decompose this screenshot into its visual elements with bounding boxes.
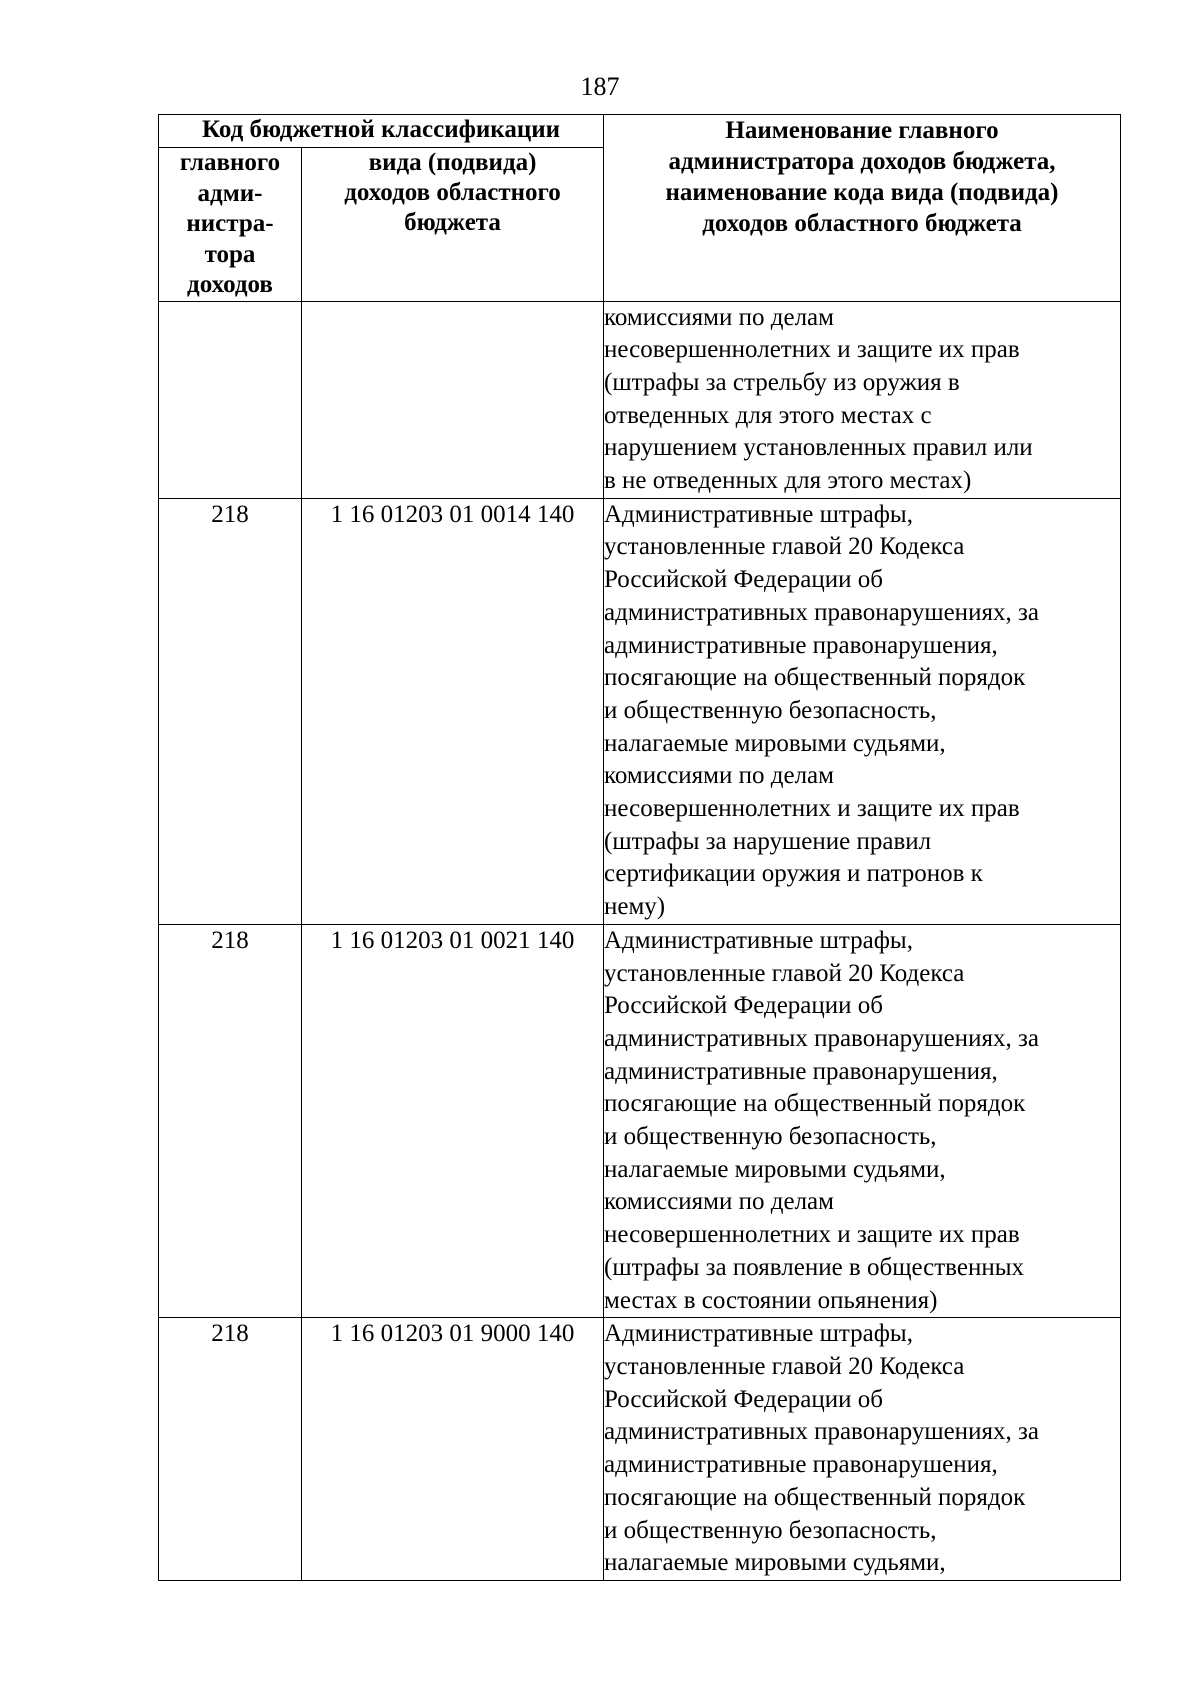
description-line: административных правонарушениях, за <box>604 1024 1039 1052</box>
admin-code-cell <box>159 301 302 498</box>
revenue-code-cell: 1 16 01203 01 0014 140 <box>302 498 604 924</box>
description-line: установленные главой 20 Кодекса <box>604 959 965 987</box>
description-line: налагаемые мировыми судьями, <box>604 1155 946 1183</box>
header-name-line: Наименование главного <box>725 117 999 144</box>
header-name-column <box>604 115 1121 302</box>
description-line: несовершеннолетних и защите их прав <box>604 336 1020 364</box>
header-budget-code-group: Код бюджетной классификации <box>159 115 604 148</box>
description-line: посягающие на общественный порядок <box>604 1090 1026 1118</box>
header-name-line: администратора доходов бюджета, <box>668 148 1056 175</box>
header-kind-line: вида (подвида) <box>368 149 537 176</box>
table-row <box>159 498 1121 924</box>
header-admin-line: доходов <box>187 271 273 298</box>
description-line: местах в состоянии опьянения) <box>604 1286 938 1314</box>
table-body <box>159 301 1121 1580</box>
description-line: установленные главой 20 Кодекса <box>604 533 965 561</box>
header-name-line: доходов областного бюджета <box>702 210 1022 237</box>
header-admin-line: адми- <box>197 179 263 207</box>
admin-code-cell: 218 <box>159 924 302 1317</box>
description-line: (штрафы за стрельбу из оружия в <box>604 368 960 396</box>
revenue-code-cell <box>302 301 604 498</box>
description-line: Российской Федерации об <box>604 992 883 1020</box>
table-row <box>159 924 1121 1317</box>
description-line: посягающие на общественный порядок <box>604 1483 1026 1511</box>
header-kind-column <box>302 148 604 302</box>
header-name-line: наименование кода вида (подвида) <box>665 179 1059 206</box>
table-header <box>159 115 1121 302</box>
budget-classification-table <box>158 114 1121 1581</box>
header-admin-line: тора <box>204 240 256 268</box>
page-number: 187 <box>580 72 620 101</box>
description-line: комиссиями по делам <box>604 1188 834 1216</box>
description-line: Российской Федерации об <box>604 1385 883 1413</box>
header-kind-line: доходов областного <box>344 179 561 206</box>
description-line: и общественную безопасность, <box>604 1123 937 1151</box>
header-admin-line: нистра- <box>186 210 274 237</box>
description-line: Административные штрафы, <box>604 1320 913 1348</box>
description-line: отведенных для этого местах с <box>604 401 932 429</box>
description-line: Административные штрафы, <box>604 500 913 528</box>
description-line: комиссиями по делам <box>604 762 834 790</box>
admin-code-cell: 218 <box>159 1318 302 1581</box>
description-line: посягающие на общественный порядок <box>604 664 1026 692</box>
description-line: налагаемые мировыми судьями, <box>604 729 946 757</box>
description-line: и общественную безопасность, <box>604 696 937 724</box>
table-row <box>159 1318 1121 1581</box>
description-line: административные правонарушения, <box>604 1451 998 1479</box>
description-line: в не отведенных для этого местах) <box>604 467 972 495</box>
table-row <box>159 301 1121 498</box>
description-line: налагаемые мировыми судьями, <box>604 1549 946 1577</box>
description-line: административные правонарушения, <box>604 631 998 659</box>
description-line: (штрафы за нарушение правил <box>604 827 932 855</box>
description-cell <box>604 924 1121 1317</box>
description-line: административные правонарушения, <box>604 1057 998 1085</box>
description-cell <box>604 1318 1121 1581</box>
admin-code-cell: 218 <box>159 498 302 924</box>
description-line: административных правонарушениях, за <box>604 598 1039 626</box>
description-line: и общественную безопасность, <box>604 1516 937 1544</box>
description-line: нему) <box>604 893 666 921</box>
description-line: Российской Федерации об <box>604 566 883 594</box>
revenue-code-cell: 1 16 01203 01 0021 140 <box>302 924 604 1317</box>
description-line: несовершеннолетних и защите их прав <box>604 1221 1020 1249</box>
header-admin-column <box>159 148 302 302</box>
description-cell <box>604 498 1121 924</box>
revenue-code-cell: 1 16 01203 01 9000 140 <box>302 1318 604 1581</box>
description-line: сертификации оружия и патронов к <box>604 860 983 888</box>
description-line: несовершеннолетних и защите их прав <box>604 795 1020 823</box>
header-admin-line: главного <box>179 149 281 176</box>
header-kind-line: бюджета <box>404 209 501 236</box>
description-line: комиссиями по делам <box>604 303 834 331</box>
description-line: Административные штрафы, <box>604 926 913 954</box>
description-line: установленные главой 20 Кодекса <box>604 1353 965 1380</box>
description-line: административных правонарушениях, за <box>604 1418 1039 1446</box>
description-line: (штрафы за появление в общественных <box>604 1253 1024 1281</box>
description-line: нарушением установленных правил или <box>604 434 1033 462</box>
description-cell <box>604 301 1121 498</box>
